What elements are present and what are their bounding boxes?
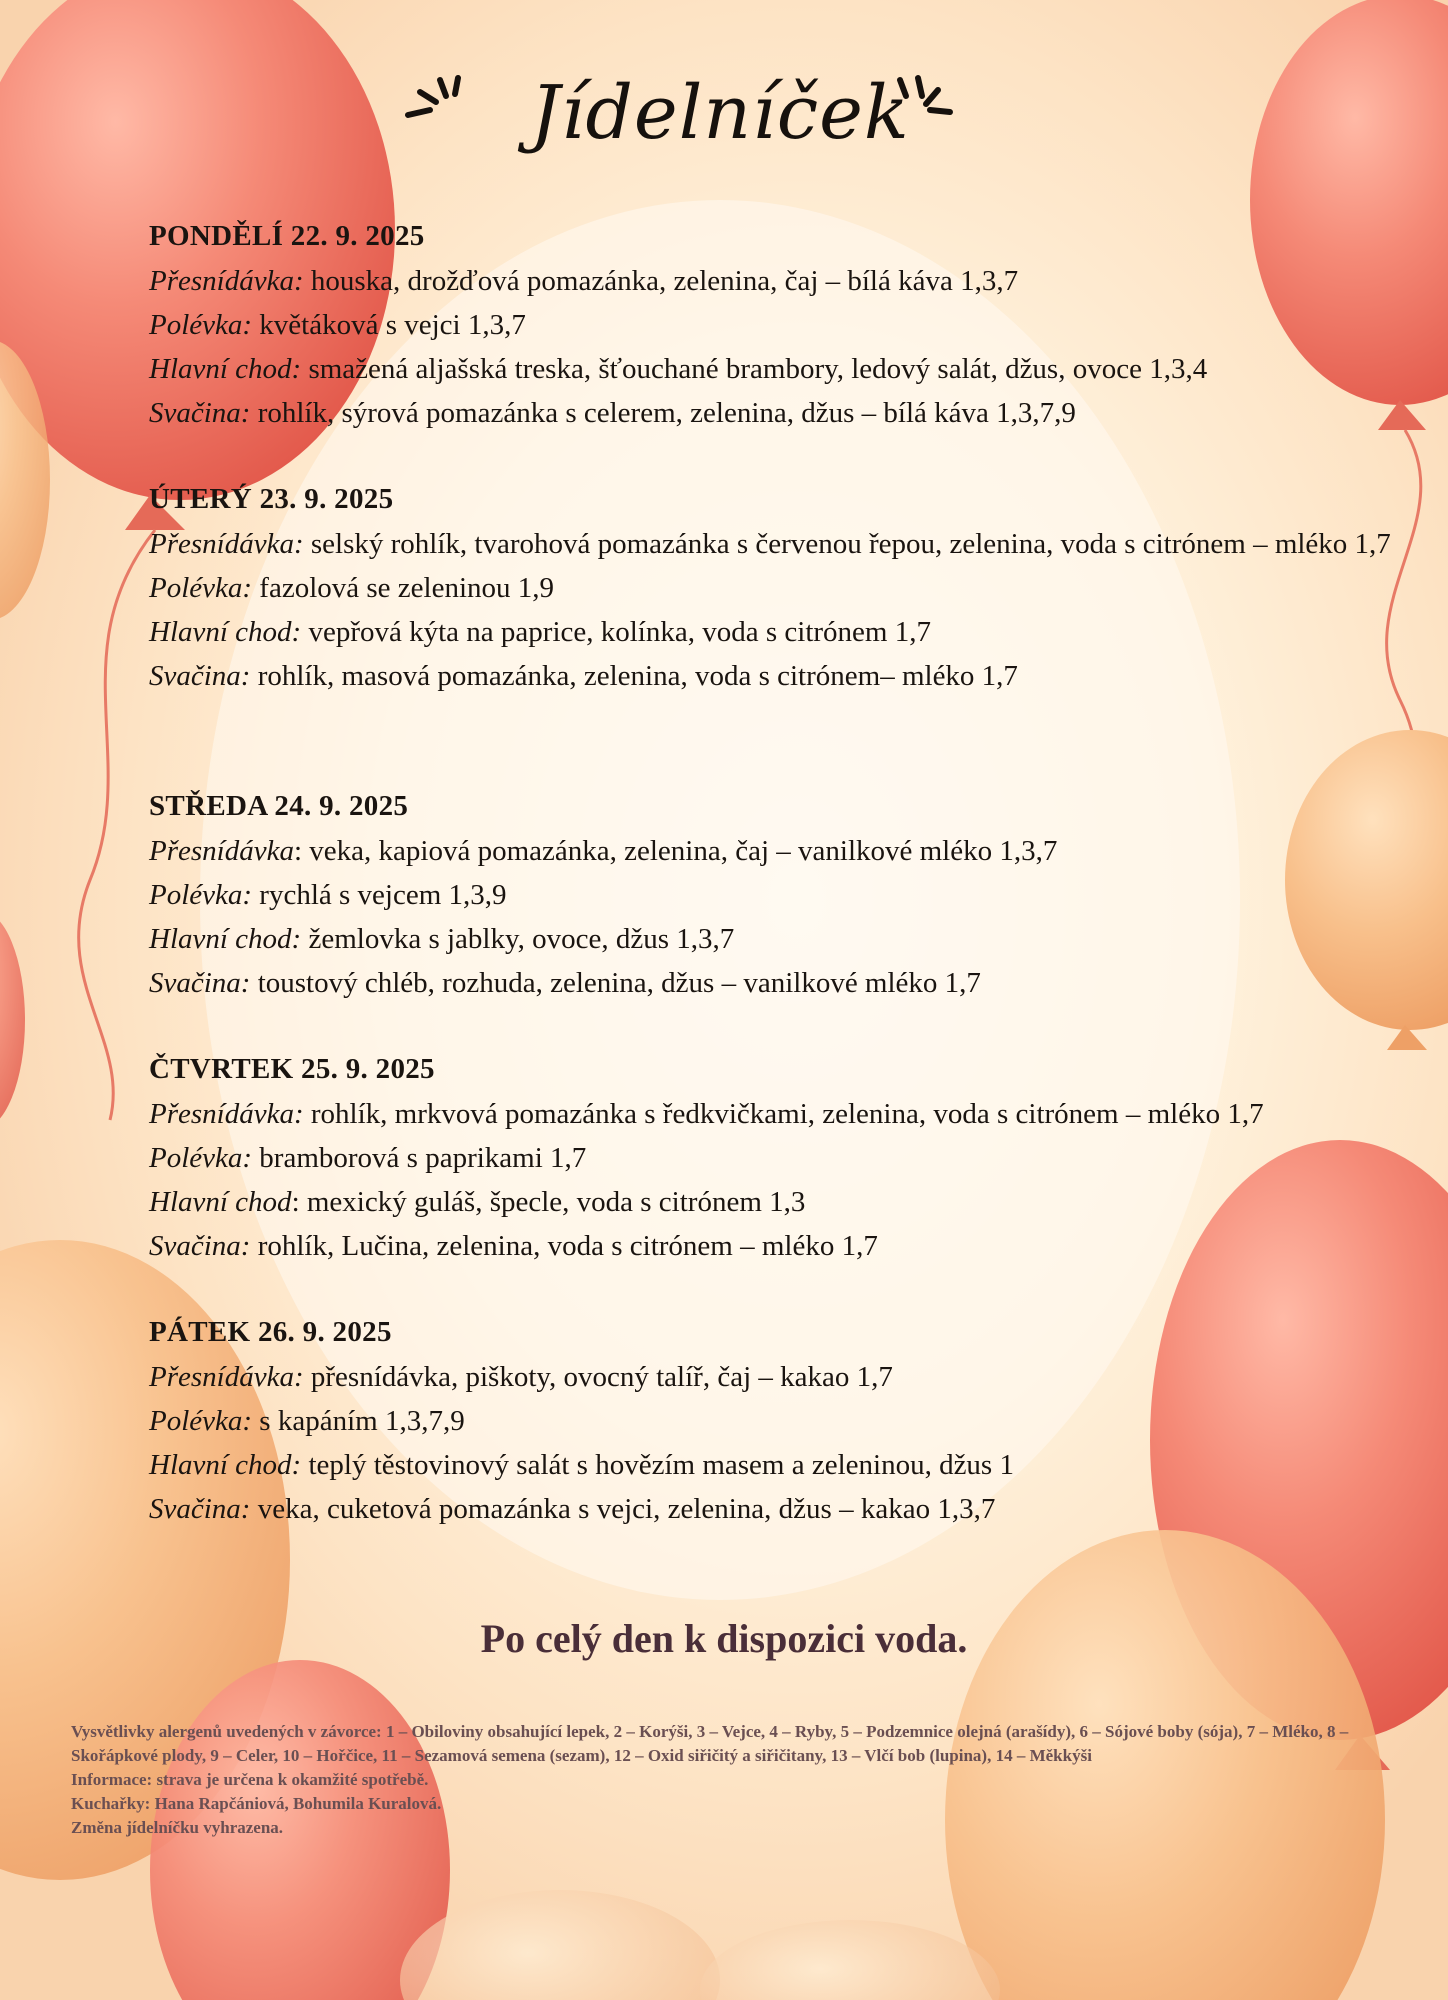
meal-label: Hlavní chod: bbox=[149, 353, 302, 385]
meal-label: Přesnídávka: bbox=[149, 528, 304, 560]
meal-label: Hlavní chod bbox=[149, 1186, 292, 1218]
meal-label: Přesnídávka: bbox=[149, 265, 304, 297]
day-block-thursday bbox=[149, 1048, 1409, 1268]
meal-text: houska, drožďová pomazánka, zelenina, čaj – bílá káva 1,3,7 bbox=[303, 265, 1019, 297]
meal-line bbox=[149, 347, 1409, 391]
meal-line bbox=[149, 1355, 1409, 1399]
day-heading: PÁTEK 26. 9. 2025 bbox=[149, 1316, 392, 1348]
meal-label: Svačina: bbox=[149, 660, 251, 692]
meal-line bbox=[149, 829, 1409, 873]
allergen-legend: Vysvětlivky alergenů uvedených v závorce: 1 – Obiloviny obsahující lepek, 2 – Korýši, 3 – Vejce, 4 – Ryby, 5 – Podzemnice olejná (arašídy), 6 – Sójové boby (sója), 7 – Mléko, 8 – Skořápkové plody, 9 – Celer, 10 – Hořčice, 11 – Sezamová semena (sezam), 12 – Oxid siřičitý a siřičitany, 13 – Vlčí bob (lupina), 14 – Měkkýši bbox=[71, 1722, 1349, 1765]
meal-text: selský rohlík, tvarohová pomazánka s červenou řepou, zelenina, voda s citrónem – mléko 1,7 bbox=[303, 528, 1391, 560]
meal-line bbox=[149, 566, 1409, 610]
page-title: Jídelníček bbox=[530, 70, 910, 156]
meal-text: rychlá s vejcem 1,3,9 bbox=[252, 879, 507, 911]
food-info: Informace: strava je určena k okamžité spotřebě. bbox=[71, 1770, 429, 1789]
meal-text: : mexický guláš, špecle, voda s citrónem 1,3 bbox=[291, 1186, 806, 1218]
meal-label: Hlavní chod: bbox=[149, 923, 302, 955]
meal-line bbox=[149, 917, 1409, 961]
meal-line bbox=[149, 303, 1409, 347]
meal-label: Polévka: bbox=[149, 309, 253, 341]
meal-line bbox=[149, 873, 1409, 917]
meal-text: smažená aljašská treska, šťouchané brambory, ledový salát, džus, ovoce 1,3,4 bbox=[301, 353, 1208, 385]
day-heading: ČTVRTEK 25. 9. 2025 bbox=[149, 1053, 435, 1085]
meal-label: Přesnídávka bbox=[149, 835, 294, 867]
meal-text: s kapáním 1,3,7,9 bbox=[252, 1405, 465, 1437]
day-heading: ÚTERÝ 23. 9. 2025 bbox=[149, 483, 394, 515]
title-area bbox=[400, 60, 1040, 200]
meal-text: rohlík, masová pomazánka, zelenina, voda s citrónem– mléko 1,7 bbox=[250, 660, 1018, 692]
meal-label: Polévka: bbox=[149, 1405, 253, 1437]
meal-text: fazolová se zeleninou 1,9 bbox=[252, 572, 555, 604]
meal-line bbox=[149, 1399, 1409, 1443]
meal-line bbox=[149, 961, 1409, 1005]
meal-label: Polévka: bbox=[149, 1142, 253, 1174]
water-note: Po celý den k dispozici voda. bbox=[480, 1616, 968, 1661]
meal-text: žemlovka s jablky, ovoce, džus 1,3,7 bbox=[301, 923, 735, 955]
meal-line bbox=[149, 1136, 1409, 1180]
day-heading: STŘEDA 24. 9. 2025 bbox=[149, 790, 409, 822]
meal-label: Přesnídávka: bbox=[149, 1361, 304, 1393]
day-block-monday bbox=[149, 215, 1409, 435]
footer-notes bbox=[71, 1720, 1371, 1840]
day-block-tuesday bbox=[149, 478, 1409, 698]
day-heading: PONDĚLÍ 22. 9. 2025 bbox=[149, 220, 425, 252]
meal-text: teplý těstovinový salát s hovězím masem a zeleninou, džus 1 bbox=[301, 1449, 1014, 1481]
meal-text: rohlík, mrkvová pomazánka s ředkvičkami, zelenina, voda s citrónem – mléko 1,7 bbox=[303, 1098, 1264, 1130]
change-notice: Změna jídelníčku vyhrazena. bbox=[71, 1818, 284, 1837]
meal-line bbox=[149, 1092, 1409, 1136]
meal-text: veka, cuketová pomazánka s vejci, zelenina, džus – kakao 1,3,7 bbox=[250, 1493, 996, 1525]
meal-label: Svačina: bbox=[149, 967, 251, 999]
meal-line bbox=[149, 610, 1409, 654]
meal-text: vepřová kýta na paprice, kolínka, voda s citrónem 1,7 bbox=[301, 616, 931, 648]
meal-text: bramborová s paprikami 1,7 bbox=[252, 1142, 587, 1174]
day-block-wednesday bbox=[149, 785, 1409, 1005]
meal-text: toustový chléb, rozhuda, zelenina, džus – vanilkové mléko 1,7 bbox=[250, 967, 981, 999]
meal-line bbox=[149, 654, 1409, 698]
meal-label: Svačina: bbox=[149, 1230, 251, 1262]
meal-line bbox=[149, 1224, 1409, 1268]
cooks-credit: Kuchařky: Hana Rapčániová, Bohumila Kuralová. bbox=[71, 1794, 442, 1813]
meal-line bbox=[149, 391, 1409, 435]
meal-label: Svačina: bbox=[149, 1493, 251, 1525]
meal-text: rohlík, Lučina, zelenina, voda s citrónem – mléko 1,7 bbox=[250, 1230, 878, 1262]
meal-label: Přesnídávka: bbox=[149, 1098, 304, 1130]
meal-line bbox=[149, 1180, 1409, 1224]
meal-text: : veka, kapiová pomazánka, zelenina, čaj – vanilkové mléko 1,3,7 bbox=[293, 835, 1058, 867]
meal-label: Polévka: bbox=[149, 572, 253, 604]
meal-text: přesnídávka, piškoty, ovocný talíř, čaj – kakao 1,7 bbox=[303, 1361, 893, 1393]
meal-label: Svačina: bbox=[149, 397, 251, 429]
meal-line bbox=[149, 259, 1409, 303]
day-block-friday bbox=[149, 1311, 1409, 1531]
meal-label: Hlavní chod: bbox=[149, 1449, 302, 1481]
meal-label: Hlavní chod: bbox=[149, 616, 302, 648]
meal-line bbox=[149, 1443, 1409, 1487]
meal-text: rohlík, sýrová pomazánka s celerem, zelenina, džus – bílá káva 1,3,7,9 bbox=[250, 397, 1076, 429]
meal-label: Polévka: bbox=[149, 879, 253, 911]
meal-line bbox=[149, 1487, 1409, 1531]
meal-text: květáková s vejci 1,3,7 bbox=[252, 309, 526, 341]
meal-line bbox=[149, 522, 1409, 566]
